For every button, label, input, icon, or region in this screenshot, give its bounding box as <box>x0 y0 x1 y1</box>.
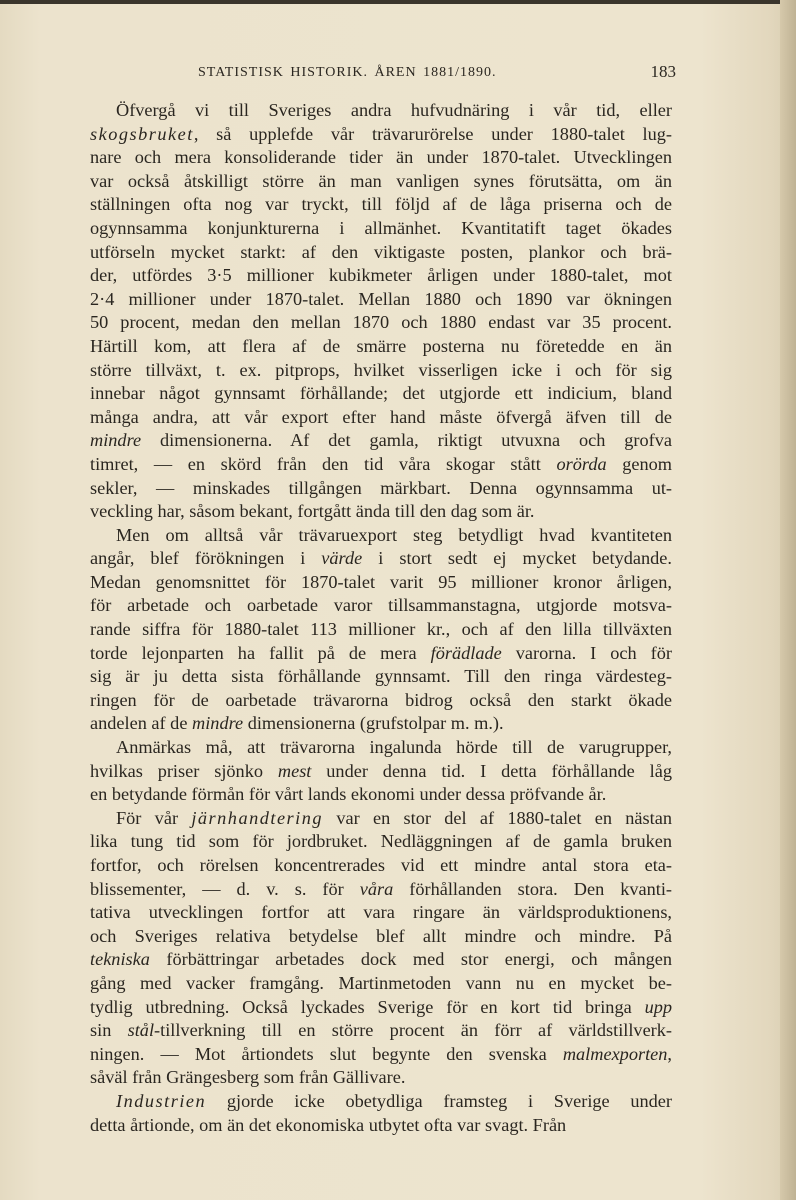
text-run: innebar något gynnsamt förhållande; det utgjorde ett indicium, bland <box>90 383 672 404</box>
emphasized-text: Industrien <box>116 1090 207 1111</box>
text-line <box>90 477 672 501</box>
emphasized-text: upp <box>644 996 672 1017</box>
text-run: dimensionerna (grufstolpar m. m.). <box>243 713 504 734</box>
text-line <box>90 901 672 925</box>
text-line <box>90 618 672 642</box>
text-run: gjorde icke obetydliga framsteg i Sverige under <box>206 1090 672 1111</box>
text-line <box>90 1066 672 1090</box>
text-run: var en stor del af 1880-talet en nästan <box>323 807 672 828</box>
emphasized-text: järnhandtering <box>191 807 324 828</box>
text-run: , <box>667 1043 672 1064</box>
text-run: var också åtskilligt större än man vanligen synes förutsätta, om än <box>90 170 672 191</box>
text-line <box>90 736 672 760</box>
text-line <box>90 241 672 265</box>
text-line <box>90 170 672 194</box>
text-run: varorna. I och för <box>501 642 672 663</box>
text-line <box>90 359 672 383</box>
text-line <box>90 524 672 548</box>
text-run: ringen för de oarbetade trävarorna bidrog också den starkt ökade <box>90 689 672 710</box>
text-run: en betydande förmån för vårt lands ekonomi under dessa pröfvande år. <box>90 784 607 805</box>
text-run: detta årtionde, om än det ekonomiska utbytet ofta var svagt. Från <box>90 1114 567 1135</box>
text-run: blissementer, — d. v. s. för <box>90 878 360 899</box>
running-head: STATISTISK HISTORIK. ÅREN 1881/1890. <box>198 65 497 80</box>
text-run: torde lejonparten ha fallit på de mera <box>90 642 431 663</box>
emphasized-text: tekniska <box>90 949 150 970</box>
text-run: dimensionerna. Af det gamla, riktigt utvuxna och grofva <box>141 430 672 451</box>
text-run: större tillväxt, t. ex. pitprops, hvilket visserligen icke i och för sig <box>90 359 672 380</box>
text-run: tydlig utbredning. Också lyckades Sverige för en kort tid bringa <box>90 996 645 1017</box>
text-run: och Sveriges relativa betydelse blef allt mindre och mindre. På <box>90 925 672 946</box>
text-run: i stort sedt ej mycket betydande. <box>362 548 672 569</box>
text-line <box>90 665 672 689</box>
page-number: 183 <box>650 62 676 81</box>
emphasized-text: malmexporten <box>562 1043 668 1064</box>
text-line <box>90 264 672 288</box>
text-run: förbättringar arbetades dock med stor energi, och mången <box>149 949 672 970</box>
text-line <box>90 972 672 996</box>
emphasized-text: mindre <box>192 713 244 734</box>
text-line <box>90 642 672 666</box>
text-line <box>90 996 672 1020</box>
emphasized-text: orörda <box>556 453 607 474</box>
text-run: tativa utvecklingen fortfor att vara ringare än världsproduktionens, <box>90 902 672 923</box>
page-header <box>198 62 676 84</box>
text-run: Medan genomsnittet för 1870-talet varit 95 millioner kronor årligen, <box>90 571 672 592</box>
text-run: under denna tid. I detta förhållande låg <box>311 760 672 781</box>
text-run: såväl från Grängesberg som från Gällivare. <box>90 1067 406 1088</box>
text-run: veckling har, såsom bekant, fortgått ända till den dag som är. <box>90 501 535 522</box>
text-run: timret, — en skörd från den tid våra skogar stått <box>90 453 557 474</box>
text-line <box>90 594 672 618</box>
text-run: der, utfördes 3·5 millioner kubikmeter årligen under 1880-talet, mot <box>90 265 672 286</box>
text-line <box>90 429 672 453</box>
text-run: Härtill kom, att flera af de smärre posterna nu företedde en än <box>90 335 672 356</box>
emphasized-text: våra <box>359 878 394 899</box>
text-run: genom <box>606 453 672 474</box>
text-run: ogynnsamma konjunkturerna i allmänhet. Kvantitatift taget ökades <box>90 217 672 238</box>
text-run: för arbetade och oarbetade varor tillsammanstagna, utgjorde motsva- <box>90 595 672 616</box>
text-run: lika tung tid som för jordbruket. Nedläggningen af de gamla bruken <box>90 831 672 852</box>
text-run: ställningen ofta nog var tryckt, till följd af de låga priserna och de <box>90 194 672 215</box>
text-line <box>90 1114 672 1138</box>
text-run: 50 procent, medan den mellan 1870 och 1880 endast var 35 procent. <box>90 312 672 333</box>
text-line <box>90 217 672 241</box>
text-line <box>90 406 672 430</box>
text-line <box>90 760 672 784</box>
text-line <box>90 807 672 831</box>
text-line <box>90 335 672 359</box>
emphasized-text: förädlade <box>430 642 502 663</box>
emphasized-text: mest <box>277 760 312 781</box>
text-run: hvilkas priser sjönko <box>90 760 278 781</box>
text-run: rande siffra för 1880-talet 113 millioner kr., och af den lilla tillväxten <box>90 619 672 640</box>
text-run: Anmärkas må, att trävarorna ingalunda hörde till de varugrupper, <box>116 737 672 758</box>
text-run: förhållanden stora. Den kvanti- <box>393 878 672 899</box>
text-line <box>90 288 672 312</box>
text-line <box>90 547 672 571</box>
text-line <box>90 99 672 123</box>
text-line <box>90 146 672 170</box>
text-line <box>90 878 672 902</box>
text-line <box>90 500 672 524</box>
text-run: angår, blef förökningen i <box>90 548 322 569</box>
text-line <box>90 1043 672 1067</box>
text-run: För vår <box>116 807 192 828</box>
text-run: många andra, att vår export efter hand måste öfvergå äfven till de <box>90 406 672 427</box>
text-run: -tillverkning till en större procent än förr af världstillverk- <box>154 1020 673 1041</box>
text-line <box>90 830 672 854</box>
emphasized-text: stål <box>127 1020 155 1041</box>
text-line <box>90 689 672 713</box>
text-line <box>90 311 672 335</box>
text-line <box>90 123 672 147</box>
page-right-edge <box>780 0 796 1200</box>
scan-top-border <box>0 0 796 4</box>
text-line <box>90 1019 672 1043</box>
text-run: nare och mera konsoliderande tider än under 1870-talet. Utvecklingen <box>90 147 672 168</box>
text-run: fortfor, och rörelsen koncentrerades vid ett mindre antal stora eta- <box>90 855 672 875</box>
text-run: Men om alltså vår trävaruexport steg betydligt hvad kvantiteten <box>116 524 672 545</box>
text-run: sin <box>90 1020 128 1041</box>
body-text <box>90 99 672 1137</box>
text-run: , så upplefde vår trävarurörelse under 1880-talet lug- <box>193 123 672 144</box>
emphasized-text: värde <box>321 548 363 569</box>
text-line <box>90 925 672 949</box>
text-line <box>90 382 672 406</box>
emphasized-text: mindre <box>90 430 142 451</box>
text-run: ningen. — Mot årtiondets slut begynte den svenska <box>90 1043 563 1064</box>
text-line <box>90 571 672 595</box>
text-line <box>90 712 672 736</box>
text-line <box>90 193 672 217</box>
text-run: andelen af de <box>90 713 193 734</box>
text-run: sekler, — minskades tillgången märkbart. Denna ogynnsamma ut- <box>90 477 672 498</box>
text-run: Öfvergå vi till Sveriges andra hufvudnäring i vår tid, eller <box>116 100 672 120</box>
text-run: utförseln mycket starkt: af den viktigaste posten, plankor och brä- <box>90 241 672 262</box>
text-line <box>90 854 672 878</box>
text-run: sig är ju detta sista förhållande gynnsamt. Till den ringa värdesteg- <box>90 666 672 687</box>
text-line <box>90 1090 672 1114</box>
text-run: 2·4 millioner under 1870-talet. Mellan 1880 och 1890 var ökningen <box>90 288 672 309</box>
text-line <box>90 453 672 477</box>
text-run: gång med vacker framgång. Martinmetoden vann nu en mycket be- <box>90 972 672 993</box>
emphasized-text: skogsbruket <box>90 123 194 144</box>
text-line <box>90 783 672 807</box>
text-line <box>90 948 672 972</box>
